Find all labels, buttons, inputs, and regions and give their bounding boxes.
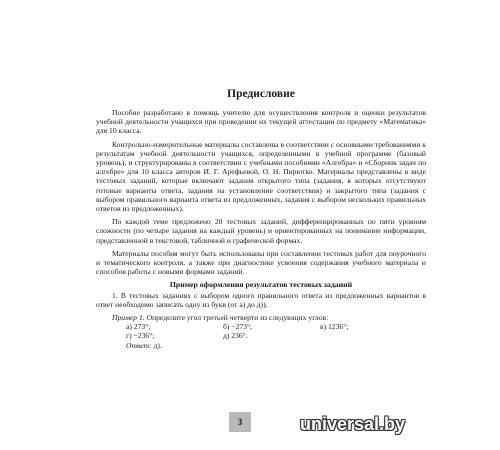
example-1: [96, 313, 426, 322]
option-d: г) −236°;: [126, 331, 155, 341]
page-title: Предисловие: [227, 88, 295, 100]
item-1-text: 1. В тестовых заданиях с выбором одного правильного ответа из предложенных вариантов в ответ необходимо записать одну из букв (от а) до д)).: [96, 290, 426, 309]
answer-value: д).: [151, 340, 162, 350]
example-text: Определите угол третьей четверти из следующих углов:: [144, 313, 329, 323]
paragraph-3: По каждой теме предложено 20 тестовых заданий, дифференцированных по пяти уровням сложности (по четыре задания на каждый уровень) и ориентированных на понимание информации, представленной в текстовой, табличной и графической формах.: [96, 217, 426, 245]
option-c: в) 1236°;: [320, 322, 349, 332]
example-answer: [96, 341, 426, 350]
section-subheading: Пример оформления результатов тестовых заданий: [169, 280, 353, 290]
answer-label: Ответ:: [126, 340, 152, 350]
document-page: [96, 88, 426, 350]
option-e: д) 236°.: [223, 331, 248, 341]
option-b: б) −273°;: [223, 322, 253, 332]
paragraph-1: Пособие разработано в помощь учителю для осуществления контроля и оценки результатов учебной деятельности учащихся при проведении их текущей аттестации по предмету «Математика» для 10 класса.: [96, 108, 426, 136]
paragraph-2: Контрольно-измерительные материалы составлены в соответствии с основными требованиями к результатам учебной деятельности учащихся, определенными в учебной программе (базовый уровень), и структурированы в соответствии с учебными пособиями «Алгебра» и «Сборник задач по алгебре» для 10 класса авторов И. Г. Арефьевой, О. Н. Пирютко. Материалы представлены в виде тестовых заданий, которые включают задания открытого типа (задания, в которых отсутствуют готовые варианты ответа, задания на установление соответствия) и закрытого типа (задания с выбором правильного варианта ответа из предложенных, задания с выбором нескольких правильных ответов из предложенных).: [96, 139, 426, 214]
page-number: 3: [229, 412, 251, 432]
answer-options: [96, 322, 426, 340]
watermark: universal.by: [300, 414, 406, 434]
example-label: Пример 1.: [112, 313, 145, 323]
paragraph-4: Материалы пособия могут быть использованы при составлении тестовых работ для поурочного и тематического контроля, а также при диагностике усвоения содержания учебного материала и способов работы с новыми формами заданий.: [96, 248, 426, 277]
option-a: а) 273°;: [126, 322, 151, 332]
